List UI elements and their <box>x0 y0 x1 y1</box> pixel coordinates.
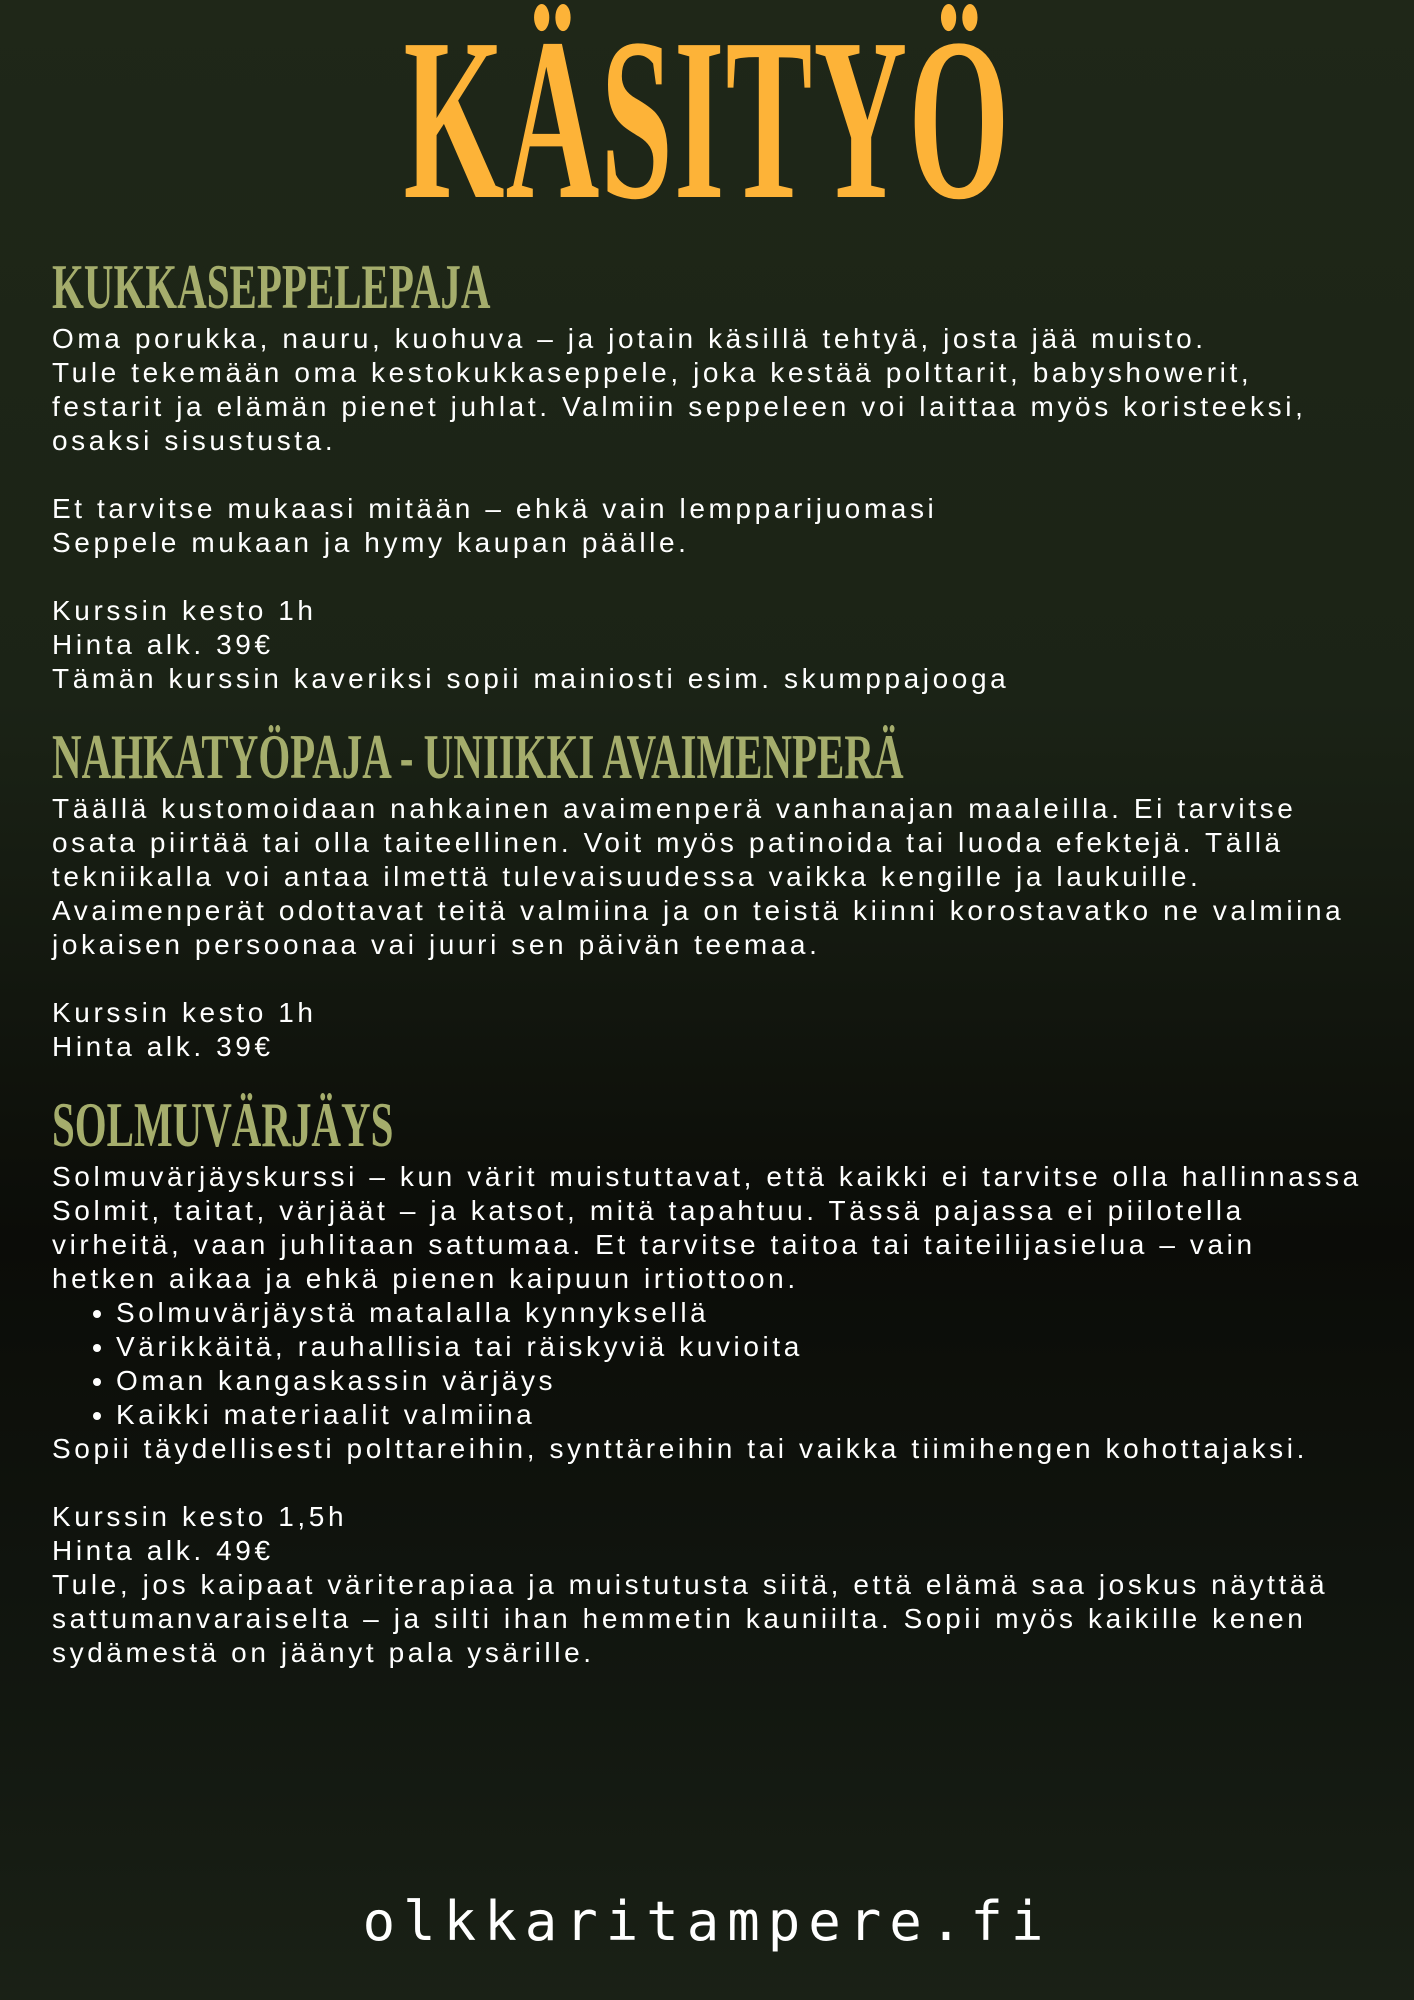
course-price: Hinta alk. 39€ <box>52 629 274 660</box>
feature-list <box>52 1296 1372 1432</box>
course-price: Hinta alk. 39€ <box>52 1031 274 1062</box>
section-description: Avaimenperät odottavat teitä valmiina ja on teistä kiinni korostavatko ne valmiina jokaisen persoonaa vai juuri sen päivän teemaa. <box>52 895 1345 960</box>
spacer <box>52 560 1372 594</box>
spacer <box>52 458 1372 492</box>
section-note: Et tarvitse mukaasi mitään – ehkä vain lempparijuomasi <box>52 493 938 524</box>
list-item: • Kaikki materiaalit valmiina <box>116 1398 1372 1432</box>
section-description: Täällä kustomoidaan nahkainen avaimenperä vanhanajan maaleilla. Ei tarvitse osata piirtää tai olla taiteellinen. Voit myös patinoida tai luoda efektejä. Tällä tekniikalla voi antaa ilmettä tulevaisuudessa vaikka kengille ja laukuille. <box>52 793 1297 892</box>
page-title: KÄSITYÖ <box>403 0 1011 248</box>
course-extra: Tämän kurssin kaveriksi sopii mainiosti esim. skumppajooga <box>52 663 1010 694</box>
spacer <box>52 1466 1372 1500</box>
content <box>52 252 1372 1696</box>
section-intro: Oma porukka, nauru, kuohuva – ja jotain käsillä tehtyä, josta jää muisto. <box>52 323 1207 354</box>
section-nahkatyopaja <box>52 722 1372 1064</box>
section-heading: KUKKASEPPELEPAJA <box>52 251 491 322</box>
footer-website-url[interactable]: olkkaritampere.fi <box>362 1890 1052 1953</box>
section-description: Solmit, taitat, värjäät – ja katsot, mitä tapahtuu. Tässä pajassa ei piilotella virheitä, vaan juhlitaan sattumaa. Et tarvitse taitoa tai taiteilijasielua – vain hetken aikaa ja ehkä pienen kaipuun irtiottoon. <box>52 1195 1256 1294</box>
section-body <box>52 792 1372 1064</box>
section-intro: Solmuvärjäyskurssi – kun värit muistuttavat, että kaikki ei tarvitse olla hallinnassa <box>52 1161 1362 1192</box>
section-note: Seppele mukaan ja hymy kaupan päälle. <box>52 527 690 558</box>
section-solmuvarjays <box>52 1090 1372 1670</box>
section-kukkaseppelepaja <box>52 252 1372 696</box>
course-duration: Kurssin kesto 1,5h <box>52 1501 348 1532</box>
section-suitability: Sopii täydellisesti polttareihin, synttäreihin tai vaikka tiimihengen kohottajaksi. <box>52 1433 1308 1464</box>
section-body <box>52 1160 1372 1670</box>
section-body <box>52 322 1372 696</box>
list-item: • Oman kangaskassin värjäys <box>116 1364 1372 1398</box>
section-heading: NAHKATYÖPAJA - UNIIKKI AVAIMENPERÄ <box>52 721 904 792</box>
section-closing: Tule, jos kaipaat väriterapiaa ja muistutusta siitä, että elämä saa joskus näyttää sattumanvaraiselta – ja silti ihan hemmetin kauniilta. Sopii myös kaikille kenen sydämestä on jäänyt pala ysärille. <box>52 1569 1329 1668</box>
course-duration: Kurssin kesto 1h <box>52 595 317 626</box>
list-item: • Värikkäitä, rauhallisia tai räiskyviä kuvioita <box>116 1330 1372 1364</box>
course-price: Hinta alk. 49€ <box>52 1535 274 1566</box>
course-duration: Kurssin kesto 1h <box>52 997 317 1028</box>
section-description: Tule tekemään oma kestokukkaseppele, joka kestää polttarit, babyshowerit, festarit ja elämän pienet juhlat. Valmiin seppeleen voi laittaa myös koristeeksi, osaksi sisustusta. <box>52 357 1307 456</box>
spacer <box>52 962 1372 996</box>
list-item: • Solmuvärjäystä matalalla kynnyksellä <box>116 1296 1372 1330</box>
section-heading: SOLMUVÄRJÄYS <box>52 1089 394 1160</box>
